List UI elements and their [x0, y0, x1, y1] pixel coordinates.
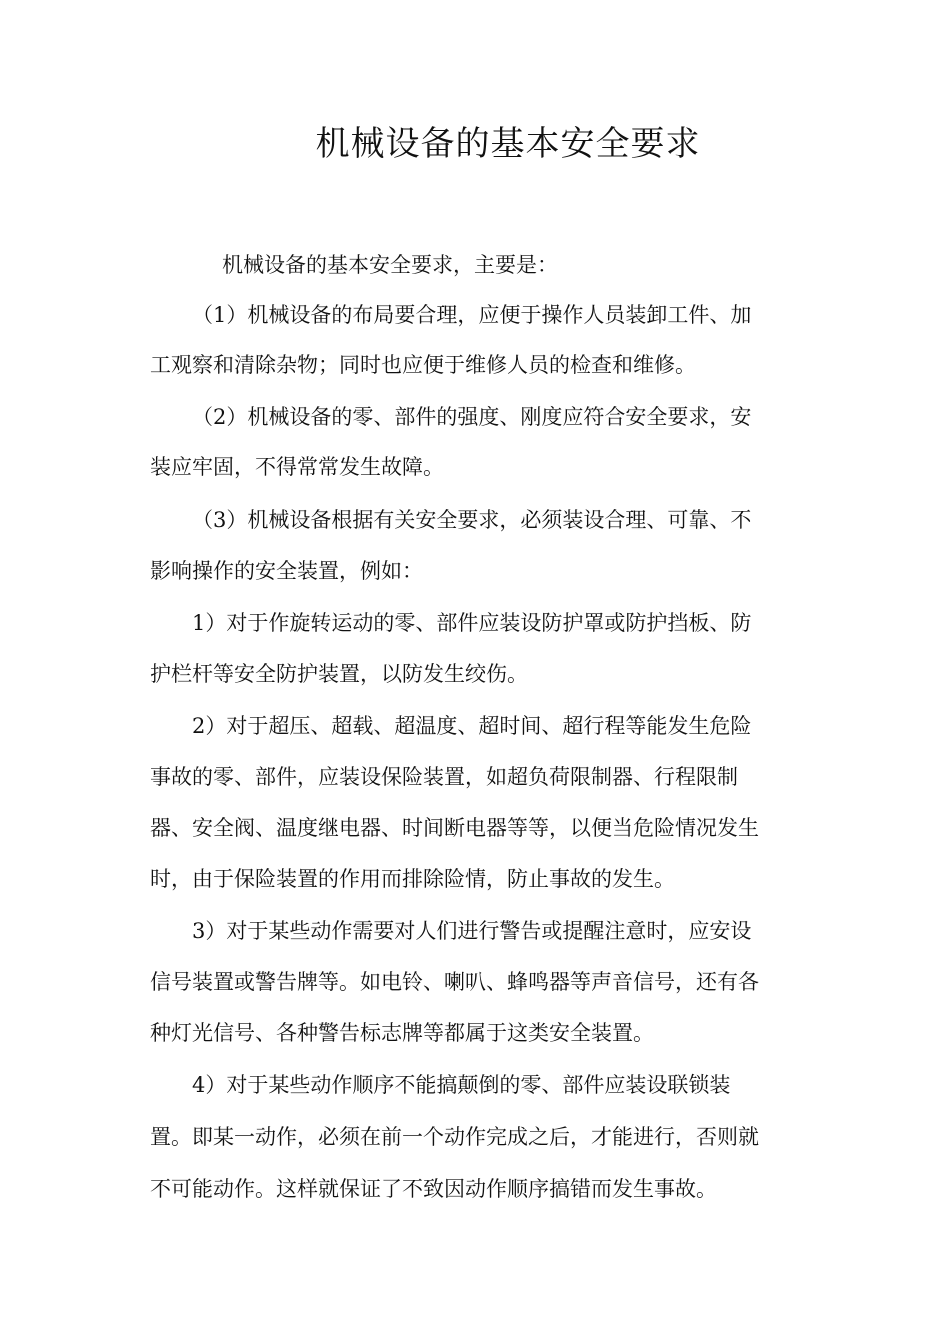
text-line-item-2-cont: 装应牢固，不得常常发生故障。: [150, 455, 444, 479]
text-line-sub-4-cont-1: 置。即某一动作，必须在前一个动作完成之后，才能进行，否则就: [150, 1125, 759, 1149]
text-line-item-3-start: （3）机械设备根据有关安全要求，必须装设合理、可靠、不: [192, 508, 752, 532]
text-line-sub-4-start: 4）对于某些动作顺序不能搞颠倒的零、部件应装设联锁装: [192, 1073, 731, 1097]
text-line-intro: 机械设备的基本安全要求，主要是：: [222, 253, 558, 277]
page-title: 机械设备的基本安全要求: [315, 124, 701, 164]
text-line-sub-2-cont-3: 时，由于保险装置的作用而排除险情，防止事故的发生。: [150, 867, 675, 891]
text-line-item-1-cont: 工观察和清除杂物；同时也应便于维修人员的检查和维修。: [150, 353, 696, 377]
text-line-sub-2-cont-1: 事故的零、部件，应装设保险装置，如超负荷限制器、行程限制: [150, 765, 738, 789]
text-line-sub-2-cont-2: 器、安全阀、温度继电器、时间断电器等等，以便当危险情况发生: [150, 816, 759, 840]
text-line-sub-3-cont-2: 种灯光信号、各种警告标志牌等都属于这类安全装置。: [150, 1021, 654, 1045]
text-line-sub-4-cont-2: 不可能动作。这样就保证了不致因动作顺序搞错而发生事故。: [150, 1177, 717, 1201]
text-line-item-3-cont: 影响操作的安全装置，例如：: [150, 559, 423, 583]
text-line-item-1-start: （1）机械设备的布局要合理，应便于操作人员装卸工件、加: [192, 303, 752, 327]
text-line-item-2-start: （2）机械设备的零、部件的强度、刚度应符合安全要求，安: [192, 405, 752, 429]
text-line-sub-3-cont-1: 信号装置或警告牌等。如电铃、喇叭、蜂鸣器等声音信号，还有各: [150, 970, 759, 994]
text-line-sub-3-start: 3）对于某些动作需要对人们进行警告或提醒注意时，应安设: [192, 919, 752, 943]
text-line-sub-1-start: 1）对于作旋转运动的零、部件应装设防护罩或防护挡板、防: [192, 611, 752, 635]
text-line-sub-1-cont: 护栏杆等安全防护装置，以防发生绞伤。: [150, 662, 528, 686]
text-line-sub-2-start: 2）对于超压、超载、超温度、超时间、超行程等能发生危险: [192, 714, 752, 738]
